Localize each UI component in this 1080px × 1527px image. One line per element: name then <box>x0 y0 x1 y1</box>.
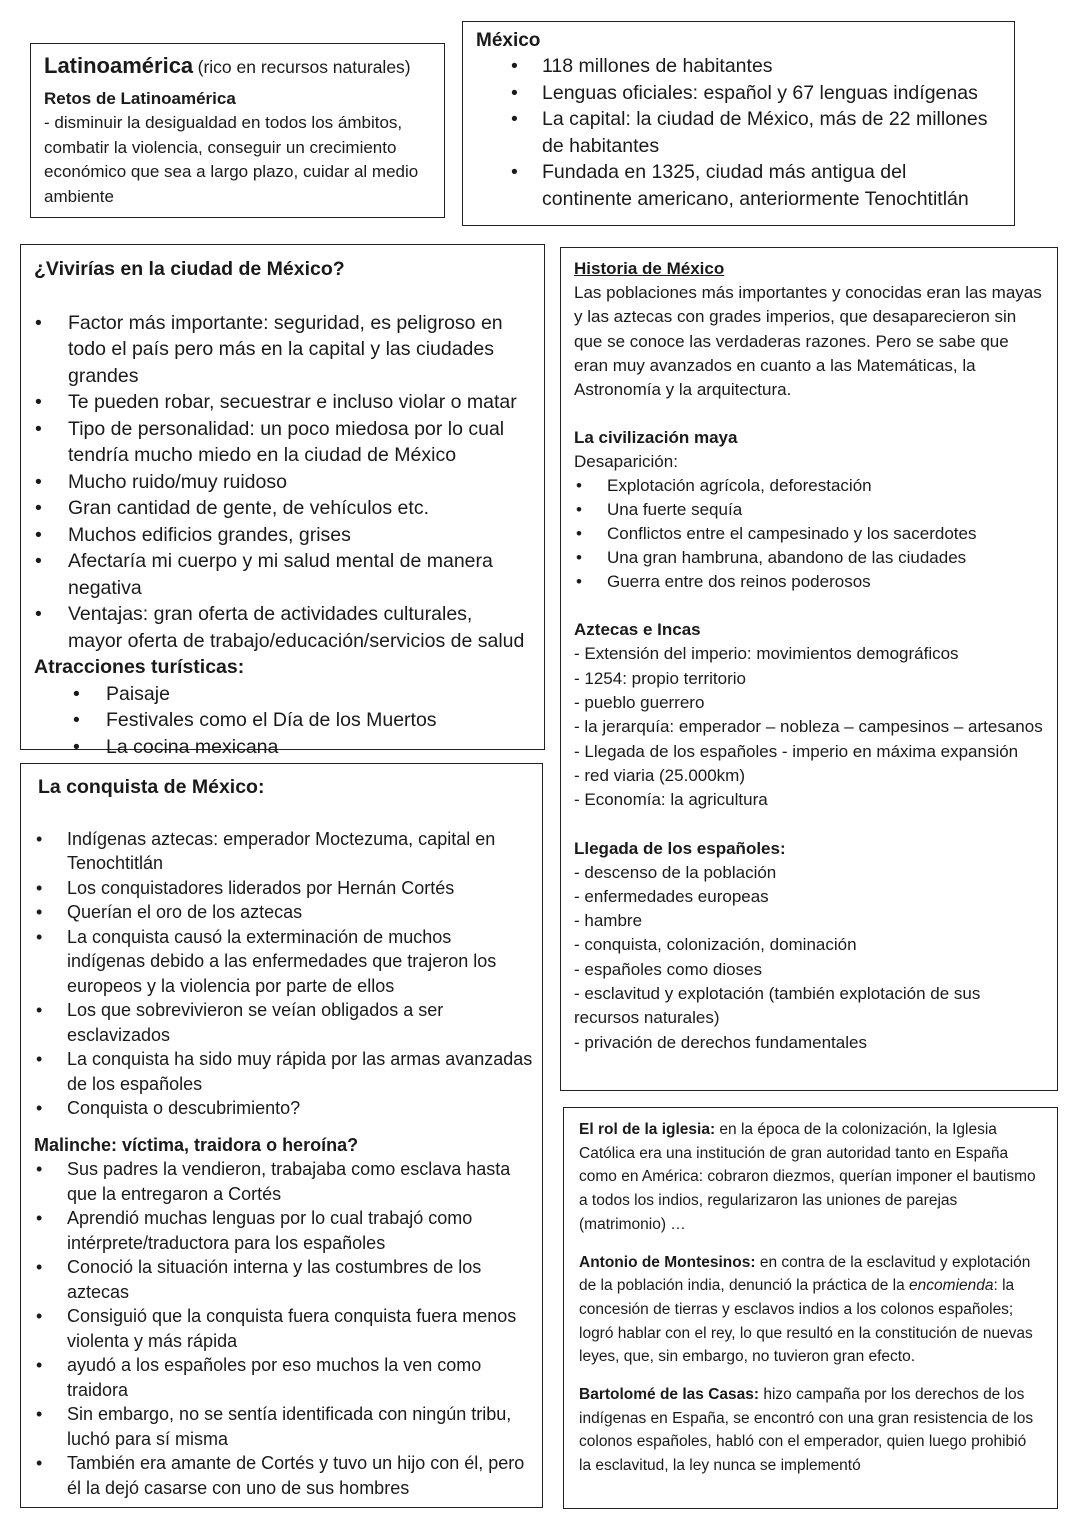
retos-text: - disminuir la desigualdad en todos los ámbitos, combatir la violencia, conseguir un crecimiento económico que sea a largo plazo, cuidar al medio ambiente <box>44 113 419 206</box>
aztecas-point: - la jerarquía: emperador – nobleza – campesinos – artesanos <box>574 717 1043 737</box>
malinche-point: • Consiguió que la conquista fuera conquista fuera menos violenta y más rápida <box>67 1304 533 1353</box>
rol-iglesia-text: en la época de la colonización, la Iglesia Católica era una institución de gran autoridad tanto en España como en América: cobraron diezmos, querían imponer el bautismo a todos los indios, regularizaron las uniones de parejas (matrimonio) … <box>579 1121 1036 1233</box>
mexico-fact: • Fundada en 1325, ciudad más antigua del continente americano, anteriormente Tenochtitlán <box>542 159 1001 212</box>
llegada-point: - enfermedades europeas <box>574 886 769 906</box>
atracciones-heading: Atracciones turísticas: <box>34 656 245 678</box>
malinche-point: • Aprendió muchas lenguas por lo cual trabajó como intérprete/traductora para los españoles <box>67 1206 533 1255</box>
vivirias-point: • Gran cantidad de gente, de vehículos etc. <box>68 495 531 522</box>
vivirias-point: • Ventajas: gran oferta de actividades culturales, mayor oferta de trabajo/educación/servicios de salud <box>68 601 531 654</box>
rol-iglesia-label: El rol de la iglesia: <box>579 1121 716 1138</box>
latam-subtitle: (rico en recursos naturales) <box>197 57 411 77</box>
mexico-heading: México <box>476 30 541 51</box>
maya-cause: • Conflictos entre el campesinado y los sacerdotes <box>607 522 1044 546</box>
mexico-fact: • 118 millones de habitantes <box>542 53 1001 80</box>
malinche-list <box>67 1157 533 1500</box>
vivirias-point: • Mucho ruido/muy ruidoso <box>68 469 531 496</box>
maya-heading: La civilización maya <box>574 428 738 448</box>
conquista-point: • Los que sobrevivieron se veían obligados a ser esclavizados <box>67 998 533 1047</box>
casas-paragraph <box>579 1383 1042 1478</box>
llegada-point: - españoles como dioses <box>574 959 763 979</box>
vivirias-list <box>68 310 531 655</box>
mexico-box <box>462 21 1015 226</box>
vivirias-point: • Muchos edificios grandes, grises <box>68 522 531 549</box>
malinche-point: • Sin embargo, no se sentía identificada con ningún tribu, luchó para sí misma <box>67 1402 533 1451</box>
conquista-box <box>20 763 543 1508</box>
atraccion-item: • La cocina mexicana <box>106 734 531 761</box>
historia-heading: Historia de México <box>574 259 725 278</box>
maya-cause: • Una fuerte sequía <box>607 498 1044 522</box>
vivirias-point: • Factor más importante: seguridad, es peligroso en todo el país pero más en la capital y las ciudades grandes <box>68 310 531 390</box>
atracciones-list <box>106 681 531 761</box>
conquista-point: • Los conquistadores liderados por Hernán Cortés <box>67 876 533 901</box>
montesinos-label: Antonio de Montesinos: <box>579 1253 756 1271</box>
vivirias-point: • Afectaría mi cuerpo y mi salud mental de manera negativa <box>68 548 531 601</box>
llegada-point: - esclavitud y explotación (también explotación de sus recursos naturales) <box>574 984 981 1028</box>
conquista-heading: La conquista de México: <box>38 776 265 798</box>
malinche-point: • Sus padres la vendieron, trabajaba como esclava hasta que la entregaron a Cortés <box>67 1157 533 1206</box>
aztecas-point: - 1254: propio territorio <box>574 668 746 688</box>
malinche-heading: Malinche: víctima, traidora o heroína? <box>34 1134 359 1155</box>
montesinos-text-2: : la concesión de tierras y esclavos indios a los colonos españoles; logró hablar con el rey, lo que resultó en la constitución de nuevas leyes, que, sin embargo, no tuvieron gran efecto. <box>579 1277 1033 1366</box>
mexico-fact: • Lenguas oficiales: español y 67 lenguas indígenas <box>542 80 1001 107</box>
mexico-fact: • La capital: la ciudad de México, más de 22 millones de habitantes <box>542 106 1001 159</box>
aztecas-list <box>574 642 1044 812</box>
aztecas-point: - Llegada de los españoles - imperio en máxima expansión <box>574 741 1019 761</box>
aztecas-point: - pueblo guerrero <box>574 693 705 713</box>
atraccion-item: • Festivales como el Día de los Muertos <box>106 707 531 734</box>
llegada-list <box>574 861 1044 1055</box>
aztecas-point: - Extensión del imperio: movimientos demográficos <box>574 644 959 664</box>
mexico-list <box>542 53 1001 212</box>
malinche-point: • Conoció la situación interna y las costumbres de los aztecas <box>67 1255 533 1304</box>
maya-sub: Desaparición: <box>574 452 678 472</box>
maya-cause: • Guerra entre dos reinos poderosos <box>607 570 1044 594</box>
maya-cause: • Una gran hambruna, abandono de las ciudades <box>607 546 1044 570</box>
conquista-list <box>67 827 533 1121</box>
aztecas-point: - Economía: la agricultura <box>574 790 768 810</box>
atraccion-item: • Paisaje <box>106 681 531 708</box>
rol-iglesia-paragraph <box>579 1118 1042 1237</box>
historia-box <box>560 247 1058 1091</box>
vivirias-heading: ¿Vivirías en la ciudad de México? <box>34 258 345 280</box>
conquista-point: • Querían el oro de los aztecas <box>67 900 533 925</box>
casas-text: hizo campaña por los derechos de los indígenas en España, se encontró con una gran resistencia de los colonos españoles, habló con el emperador, quien luego prohibió la esclavitud, la ley nunca se implementó <box>579 1386 1034 1475</box>
montesinos-text-1: en contra de la esclavitud y explotación de la población india, denunció la práctica de la <box>579 1253 1031 1295</box>
vivirias-point: • Te pueden robar, secuestrar e incluso violar o matar <box>68 389 531 416</box>
llegada-point: - hambre <box>574 911 643 931</box>
latam-box <box>30 43 445 218</box>
conquista-point: • Conquista o descubrimiento? <box>67 1096 533 1121</box>
vivirias-box <box>20 244 545 758</box>
aztecas-heading: Aztecas e Incas <box>574 620 701 640</box>
casas-label: Bartolomé de las Casas: <box>579 1386 760 1404</box>
vivirias-point: • Tipo de personalidad: un poco miedosa por lo cual tendría mucho miedo en la ciudad de México <box>68 416 531 469</box>
encomienda-term: encomienda <box>909 1277 994 1295</box>
maya-list <box>607 474 1044 594</box>
maya-cause: • Explotación agrícola, deforestación <box>607 474 1044 498</box>
llegada-point: - conquista, colonización, dominación <box>574 935 857 955</box>
montesinos-paragraph <box>579 1251 1042 1370</box>
iglesia-box <box>563 1107 1058 1509</box>
historia-intro: Las poblaciones más importantes y conocidas eran las mayas y las aztecas con grades imperios, que desaparecieron sin que se conoce las verdaderas razones. Pero se sabe que eran muy avanzados en cuanto a las Matemáticas, la Astronomía y la arquitectura. <box>574 283 1042 400</box>
llegada-point: - privación de derechos fundamentales <box>574 1032 867 1052</box>
aztecas-point: - red viaria (25.000km) <box>574 765 746 785</box>
llegada-heading: Llegada de los españoles: <box>574 838 786 858</box>
retos-heading: Retos de Latinoamérica <box>44 89 236 108</box>
conquista-point: • La conquista causó la exterminación de muchos indígenas debido a las enfermedades que trajeron los europeos y la violencia por parte de ellos <box>67 925 533 999</box>
malinche-point: • También era amante de Cortés y tuvo un hijo con él, pero él la dejó casarse con uno de sus hombres <box>67 1451 533 1500</box>
conquista-point: • La conquista ha sido muy rápida por las armas avanzadas de los españoles <box>67 1047 533 1096</box>
malinche-point: • ayudó a los españoles por eso muchos la ven como traidora <box>67 1353 533 1402</box>
llegada-point: - descenso de la población <box>574 862 777 882</box>
conquista-point: • Indígenas aztecas: emperador Moctezuma, capital en Tenochtitlán <box>67 827 533 876</box>
latam-title: Latinoamérica <box>44 53 194 78</box>
